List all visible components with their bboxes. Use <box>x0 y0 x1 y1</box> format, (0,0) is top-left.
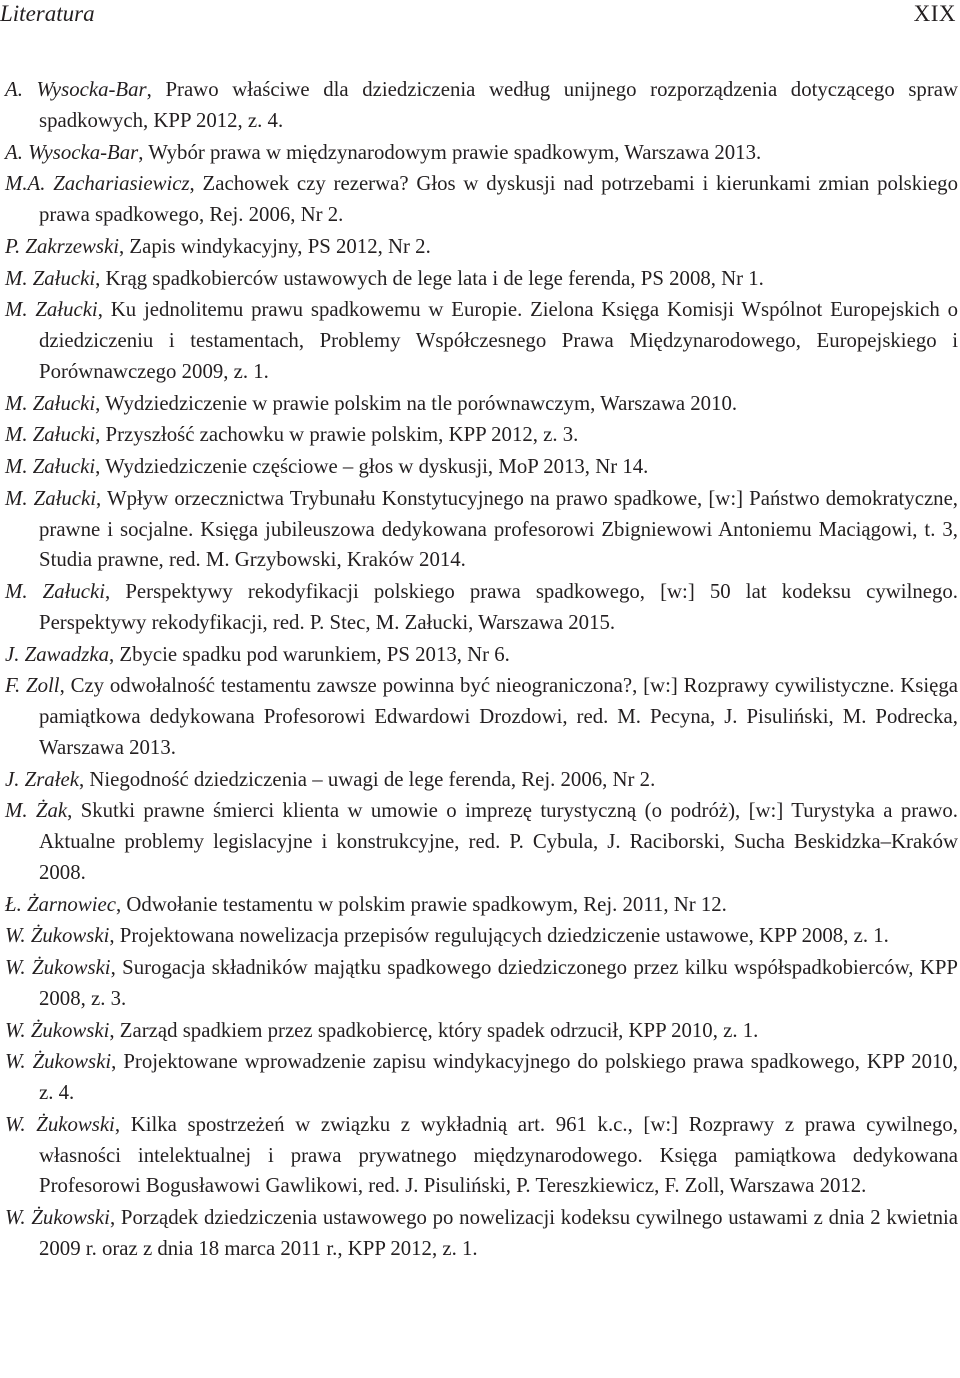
bibliography-list <box>5 75 958 1266</box>
bibliography-entry <box>5 765 958 796</box>
page-header <box>0 0 960 34</box>
author-separator <box>109 924 119 947</box>
entry-text: Odwołanie testamentu w polskim prawie spadkowym, Rej. 2011, Nr 12. <box>126 892 727 916</box>
author-separator <box>79 768 89 791</box>
author-separator <box>95 455 105 478</box>
bibliography-entry <box>5 671 958 763</box>
author-separator <box>98 298 111 321</box>
entry-text: Surogacja składników majątku spadkowego dziedziczonego przez kilku współspadkobierców, KPP 2008, z. 3. <box>39 956 958 1010</box>
bibliography-entry <box>5 1016 958 1047</box>
bibliography-entry <box>5 890 958 921</box>
bibliography-entry <box>5 1110 958 1202</box>
author-separator <box>110 1206 121 1229</box>
bibliography-entry <box>5 452 958 483</box>
author-separator <box>190 172 203 195</box>
bibliography-entry <box>5 484 958 576</box>
entry-author: M. Załucki <box>5 298 98 322</box>
entry-text: Przyszłość zachowku w prawie polskim, KPP 2012, z. 3. <box>105 423 579 447</box>
bibliography-entry <box>5 75 958 137</box>
bibliography-entry <box>5 295 958 387</box>
entry-text: Zarząd spadkiem przez spadkobiercę, który spadek odrzucił, KPP 2010, z. 1. <box>119 1018 759 1042</box>
author-separator <box>119 235 129 258</box>
author-separator <box>96 487 107 510</box>
entry-text: Kilka spostrzeżeń w związku z wykładnią art. 961 k.c., [w:] Rozprawy z prawa cywilnego, własności intelektualnej i prawa prywatnego międzynarodowego. Księga pamiątkowa dedykowana Profesorowi Bogusławowi Gawlikowi, red. J. Pisuliński, P. Tereszkiewicz, F. Zoll, Warszawa 2012. <box>39 1112 958 1198</box>
author-separator <box>109 1019 119 1042</box>
bibliography-entry <box>5 796 958 888</box>
entry-author: F. Zoll <box>5 674 60 698</box>
author-separator <box>105 580 125 603</box>
entry-author: P. Zakrzewski <box>5 234 120 258</box>
entry-text: Krąg spadkobierców ustawowych de lege lata i de lege ferenda, PS 2008, Nr 1. <box>105 266 764 290</box>
entry-text: Wybór prawa w międzynarodowym prawie spadkowym, Warszawa 2013. <box>148 140 762 164</box>
entry-author: M. Załucki <box>5 580 106 603</box>
bibliography-entry <box>5 232 958 263</box>
entry-author: M. Załucki <box>5 486 97 510</box>
entry-author: M.A. Zachariasiewicz <box>5 172 190 196</box>
author-separator <box>138 141 148 164</box>
entry-author: J. Zrałek <box>5 767 79 791</box>
author-separator <box>115 1113 131 1136</box>
entry-author: J. Zawadzka <box>5 642 109 666</box>
entry-author: A. Wysocka-Bar <box>5 140 139 164</box>
entry-author: M. Załucki <box>5 455 96 478</box>
author-separator <box>111 1050 123 1073</box>
bibliography-entry <box>5 953 958 1015</box>
entry-author: M. Załucki <box>5 266 96 290</box>
bibliography-entry <box>5 389 958 420</box>
bibliography-entry <box>5 640 958 671</box>
bibliography-entry <box>5 577 958 639</box>
bibliography-entry <box>5 264 958 295</box>
author-separator <box>67 799 81 822</box>
entry-text: Ku jednolitemu prawu spadkowemu w Europie. Zielona Księga Komisji Wspólnot Europejskich o dziedziczeniu i testamentach, Problemy Współczesnego Prawa Międzynarodowego, Europejskiego i Porównawczego 2009, z. 1. <box>39 298 959 383</box>
entry-author: W. Żukowski <box>5 1112 115 1136</box>
entry-text: Projektowane wprowadzenie zapisu windykacyjnego do polskiego prawa spadkowego, KPP 2010, z. 4. <box>39 1050 959 1104</box>
entry-text: Wpływ orzecznictwa Trybunału Konstytucyjnego na prawo spadkowe, [w:] Państwo demokratyczne, prawne i socjalne. Księga jubileuszowa dedykowana profesorowi Zbigniewowi Antoniemu Maciągowi, t. 3, Studia prawne, red. M. Grzybowski, Kraków 2014. <box>39 486 958 572</box>
section-title: Literatura <box>0 1 95 26</box>
entry-text: Zapis windykacyjny, PS 2012, Nr 2. <box>129 234 431 258</box>
entry-author: W. Żukowski <box>5 1206 110 1229</box>
entry-author: W. Żukowski <box>5 956 111 979</box>
entry-author: W. Żukowski <box>5 1018 110 1042</box>
author-separator <box>116 893 126 916</box>
entry-author: M. Załucki <box>5 423 96 447</box>
entry-text: Skutki prawne śmierci klienta w umowie o imprezę turystyczną (o podróż), [w:] Turystyka a prawo. Aktualne problemy legislacyjne i konstrukcyjne, red. P. Cybula, J. Raciborski, Sucha Beskidzka–Kraków 2008. <box>39 799 958 884</box>
author-separator <box>111 956 123 979</box>
entry-text: Zachowek czy rezerwa? Głos w dyskusji nad potrzebami i kierunkami zmian polskiego prawa spadkowego, Rej. 2006, Nr 2. <box>39 172 958 226</box>
author-separator <box>95 267 105 290</box>
entry-text: Perspektywy rekodyfikacji polskiego prawa spadkowego, [w:] 50 lat kodeksu cywilnego. Perspektywy rekodyfikacji, red. P. Stec, M. Załucki, Warszawa 2015. <box>39 580 958 634</box>
bibliography-entry <box>5 138 958 169</box>
entry-author: W. Żukowski <box>5 924 110 948</box>
entry-text: Wydziedziczenie w prawie polskim na tle porównawczym, Warszawa 2010. <box>105 391 738 415</box>
bibliography-entry <box>5 1203 958 1265</box>
entry-author: A. Wysocka-Bar <box>5 78 147 101</box>
page-number: XIX <box>913 1 956 26</box>
entry-author: M. Załucki <box>5 391 96 415</box>
entry-text: Porządek dziedziczenia ustawowego po nowelizacji kodeksu cywilnego ustawami z dnia 2 kwietnia 2009 r. oraz z dnia 18 marca 2011 r., KPP 2012, z. 1. <box>39 1206 958 1260</box>
bibliography-entry <box>5 420 958 451</box>
bibliography-entry <box>5 169 958 231</box>
entry-text: Wydziedziczenie częściowe – głos w dyskusji, MoP 2013, Nr 14. <box>105 455 649 478</box>
author-separator <box>95 423 105 446</box>
entry-author: M. Żak <box>5 799 68 823</box>
entry-text: Niegodność dziedziczenia – uwagi de lege ferenda, Rej. 2006, Nr 2. <box>89 767 656 791</box>
entry-text: Czy odwołalność testamentu zawsze powinna być nieograniczona?, [w:] Rozprawy cywilistyczne. Księga pamiątkowa dedykowana Profesorowi Edwardowi Drozdowi, red. M. Pecyna, J. Pisuliński, M. Podrecka, Warszawa 2013. <box>39 674 958 759</box>
entry-author: Ł. Żarnowiec <box>5 892 116 916</box>
entry-author: W. Żukowski <box>5 1050 112 1074</box>
author-separator <box>147 78 166 101</box>
bibliography-entry <box>5 921 958 952</box>
author-separator <box>95 392 105 415</box>
entry-text: Projektowana nowelizacja przepisów regulujących dziedziczenie ustawowe, KPP 2008, z. 1. <box>119 924 889 948</box>
entry-text: Prawo właściwe dla dziedziczenia według unijnego rozporządzenia dotyczącego spraw spadkowych, KPP 2012, z. 4. <box>39 78 958 132</box>
author-separator <box>109 643 119 666</box>
bibliography-entry <box>5 1047 958 1109</box>
entry-text: Zbycie spadku pod warunkiem, PS 2013, Nr 6. <box>119 642 510 666</box>
author-separator <box>60 674 71 697</box>
